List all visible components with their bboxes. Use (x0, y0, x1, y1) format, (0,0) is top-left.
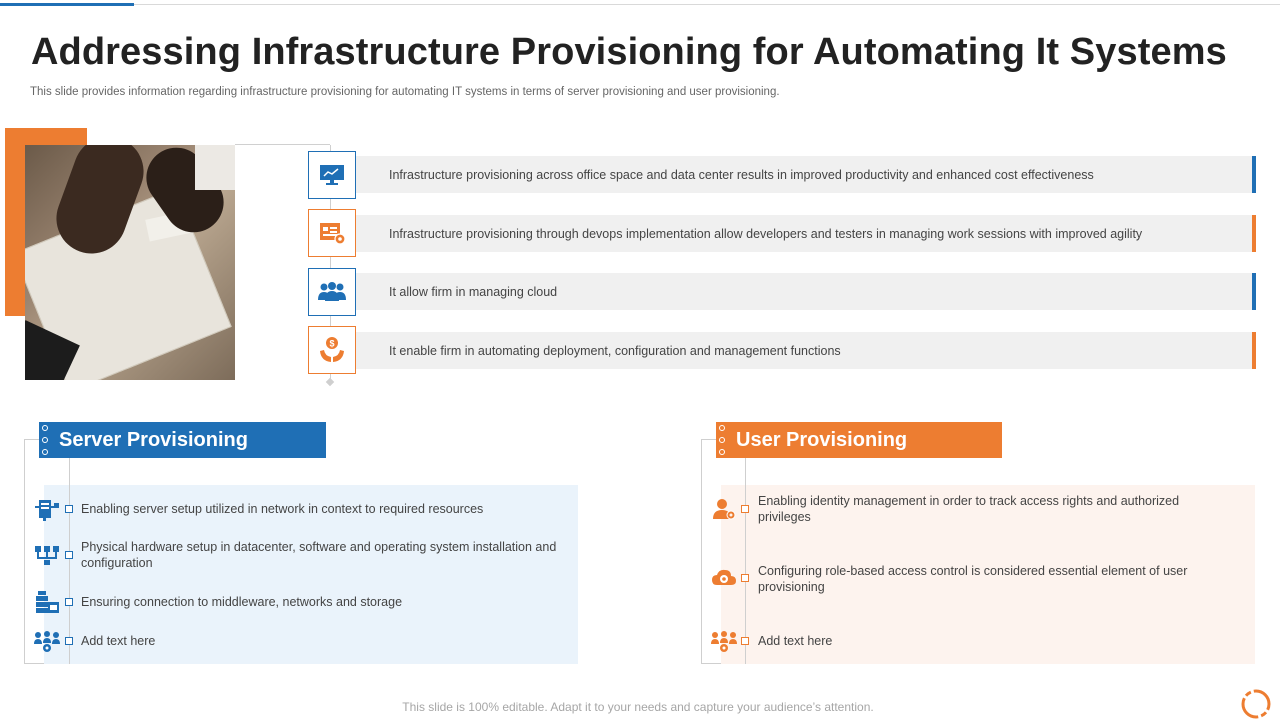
top-accent-bar (0, 3, 134, 6)
user-item-marker (741, 505, 749, 513)
server-items-line (69, 458, 70, 664)
server-network-icon (33, 496, 61, 524)
monitor-chart-icon (308, 151, 356, 199)
server-item-marker (65, 637, 73, 645)
user-provisioning-header (716, 422, 1002, 458)
point-bar-2 (356, 215, 1256, 252)
slide-title: Addressing Infrastructure Provisioning for Automating It Systems (31, 31, 1227, 73)
team-icon (308, 268, 356, 316)
server-item-text: Ensuring connection to middleware, networks and storage (81, 595, 403, 609)
point-text: Infrastructure provisioning across office space and data center results in improved productivity and enhanced cost effectiveness (389, 167, 1094, 182)
photo-frame-line (235, 144, 330, 145)
user-item-marker (741, 637, 749, 645)
point-bar-1 (356, 156, 1256, 193)
user-item-marker (741, 574, 749, 582)
top-divider (0, 4, 1280, 5)
user-item-text: Enabling identity management in order to track access rights and authorized privileges (758, 494, 1180, 524)
dashboard-gear-icon (308, 209, 356, 257)
point-bar-4 (356, 332, 1256, 369)
server-item-marker (65, 598, 73, 606)
point-text: Infrastructure provisioning through devops implementation allow developers and testers in managing work sessions with improved agility (389, 226, 1143, 241)
people-gear-icon (710, 627, 738, 655)
server-item-marker (65, 551, 73, 559)
server-item-marker (65, 505, 73, 513)
point-text: It allow firm in managing cloud (389, 284, 558, 299)
money-hands-icon (308, 326, 356, 374)
user-add-icon (710, 495, 738, 523)
team-planning-photo (25, 145, 235, 380)
user-items-line (745, 458, 746, 664)
hardware-network-icon (33, 541, 61, 569)
server-provisioning-header (39, 422, 326, 458)
timeline-end-dot (326, 378, 334, 386)
user-item-text: Configuring role-based access control is considered essential element of user provisioning (758, 564, 1188, 594)
user-provisioning-title: User Provisioning (736, 428, 908, 451)
user-item-text: Add text here (758, 634, 833, 648)
svg-text:$: $ (329, 338, 335, 349)
server-provisioning-title: Server Provisioning (59, 428, 248, 451)
refresh-logo-icon (1240, 688, 1272, 720)
middleware-storage-icon (33, 588, 61, 616)
point-bar-3 (356, 273, 1256, 310)
server-item-text: Add text here (81, 634, 156, 648)
cloud-gear-icon (710, 564, 738, 592)
server-item-text: Enabling server setup utilized in network in context to required resources (81, 502, 484, 516)
server-item-text: Physical hardware setup in datacenter, software and operating system installation and configuration (81, 540, 557, 570)
point-text: It enable firm in automating deployment, configuration and management functions (389, 343, 841, 358)
people-gear-icon (33, 627, 61, 655)
footer-note: This slide is 100% editable. Adapt it to your needs and capture your audience’s attention. (402, 700, 874, 714)
slide-subtitle: This slide provides information regarding infrastructure provisioning for automating IT systems in terms of server provisioning and user provisioning. (30, 86, 780, 98)
